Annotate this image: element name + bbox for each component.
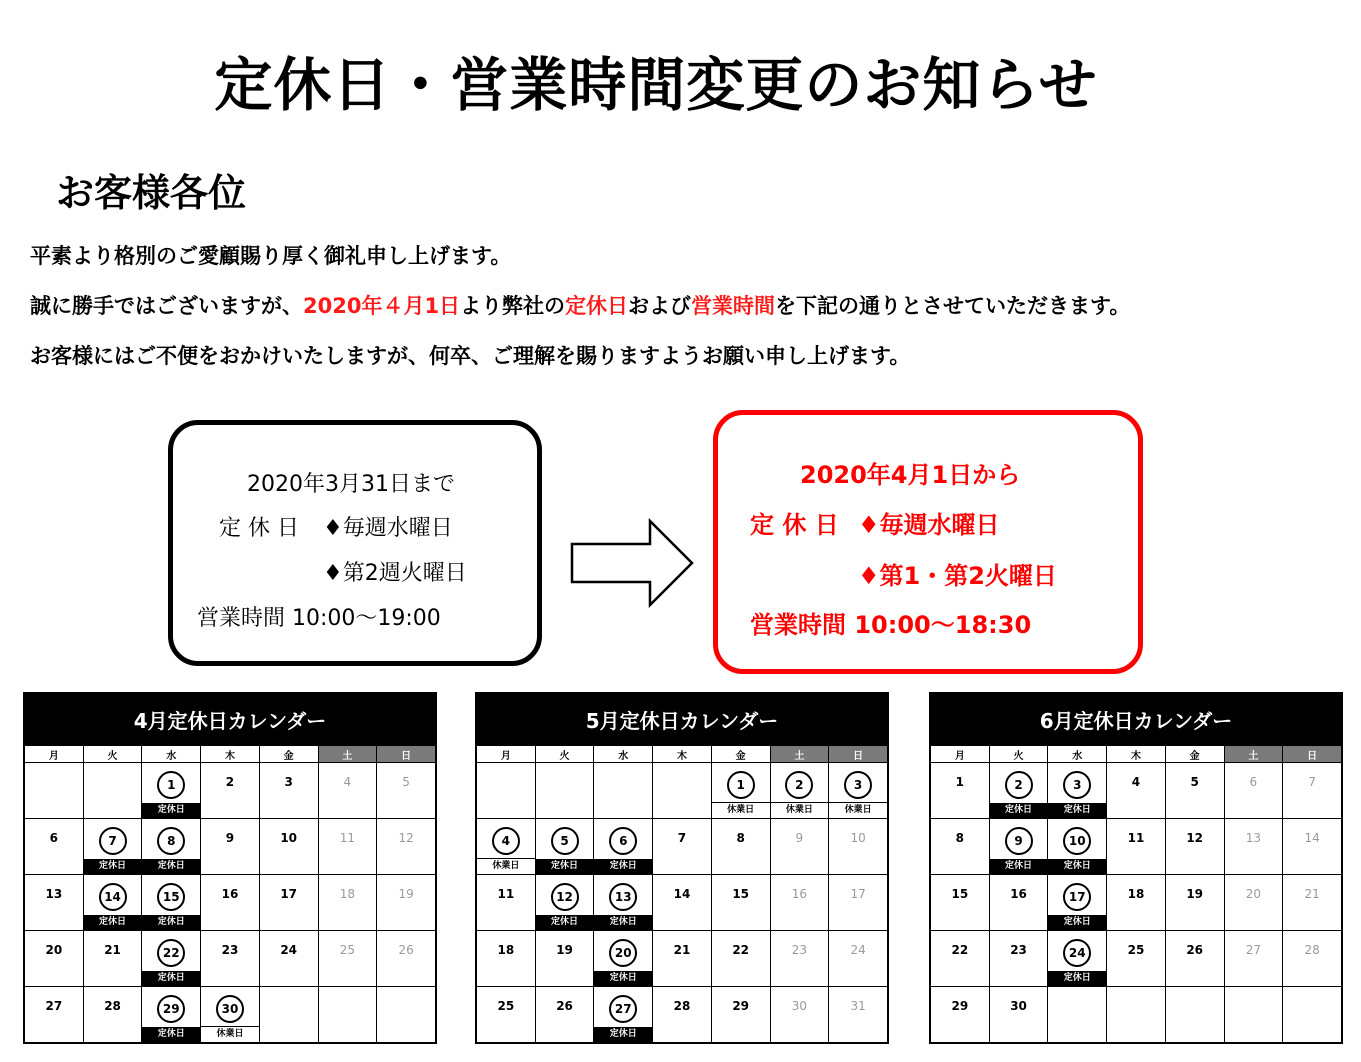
calendar-day [535, 931, 594, 987]
day-number: 24 [280, 943, 298, 957]
new-from: 2020年4月1日から [800, 461, 1021, 489]
calendar-day [1283, 931, 1342, 987]
old-holiday-label: 定 休 日 [219, 516, 299, 541]
calendar-day [829, 819, 888, 875]
calendar-week [931, 763, 1342, 819]
calendar-day [989, 763, 1048, 819]
calendar-day [594, 875, 653, 931]
body-text: 誠に勝手ではございますが、 [30, 294, 303, 318]
calendar-day [770, 819, 829, 875]
closed-day-tag: 休業日 [829, 802, 887, 818]
calendar-day [535, 987, 594, 1043]
calendar-day [931, 875, 990, 931]
regular-holiday-tag: 定休日 [142, 803, 200, 818]
calendar-day [931, 763, 990, 819]
weekday-header: 月 [477, 746, 536, 763]
circled-day-number: 8 [157, 827, 185, 855]
regular-holiday-tag: 定休日 [142, 1027, 200, 1042]
calendar-grid [476, 745, 888, 1043]
calendar-day [201, 819, 260, 875]
calendar-week [25, 931, 436, 987]
calendar-day [1224, 875, 1283, 931]
day-number: 17 [850, 887, 866, 901]
day-number: 25 [497, 999, 515, 1013]
calendar-day [477, 763, 536, 819]
calendar-day [83, 875, 142, 931]
calendar-day [377, 763, 436, 819]
calendar-day [259, 763, 318, 819]
calendar-day [259, 819, 318, 875]
calendar-day [931, 931, 990, 987]
old-until: 2020年3月31日まで [247, 472, 455, 497]
new-hours: 営業時間 10:00～18:30 [750, 611, 1032, 639]
calendar-day [142, 931, 201, 987]
calendar-day [477, 875, 536, 931]
page-title: 定休日・営業時間変更のお知らせ [214, 51, 1098, 119]
weekday-header: 金 [259, 746, 318, 763]
calendar-day [259, 987, 318, 1043]
calendar-day [829, 931, 888, 987]
new-holiday-label: 定 休 日 [750, 511, 839, 539]
calendar-day [1165, 931, 1224, 987]
calendar-day [1224, 819, 1283, 875]
day-number: 4 [1131, 775, 1141, 789]
calendar-day [1107, 931, 1166, 987]
day-number: 3 [284, 775, 293, 789]
day-number: 8 [955, 831, 965, 845]
regular-holiday-tag: 定休日 [84, 859, 142, 874]
day-number: 22 [732, 943, 750, 957]
regular-holiday-tag: 定休日 [594, 1027, 652, 1042]
calendar-day [318, 931, 377, 987]
weekday-header: 土 [318, 746, 377, 763]
calendar-day [535, 763, 594, 819]
regular-holiday-tag: 定休日 [594, 971, 652, 986]
calendar-day [653, 931, 712, 987]
calendar-day [142, 763, 201, 819]
calendar-day [653, 875, 712, 931]
calendar-week [477, 931, 888, 987]
calendar-day [25, 763, 84, 819]
calendar-day [1165, 763, 1224, 819]
holiday-word: 定休日 [565, 294, 629, 318]
day-number: 28 [673, 999, 691, 1013]
circled-day-number: 15 [157, 883, 185, 911]
calendar-day [711, 931, 770, 987]
weekday-header: 月 [25, 746, 84, 763]
calendar-day [594, 763, 653, 819]
day-number: 21 [1304, 887, 1320, 901]
calendar-day [1107, 763, 1166, 819]
calendar-day [989, 819, 1048, 875]
calendar-day [1048, 931, 1107, 987]
weekday-header: 火 [83, 746, 142, 763]
day-number: 6 [49, 831, 59, 845]
weekday-header: 土 [1224, 746, 1283, 763]
regular-holiday-tag: 定休日 [594, 859, 652, 874]
regular-holiday-tag: 定休日 [594, 915, 652, 930]
body-line-2 [30, 290, 1130, 320]
calendar-day [931, 819, 990, 875]
day-number: 14 [673, 887, 691, 901]
circled-day-number: 29 [157, 995, 185, 1023]
calendar-day [201, 931, 260, 987]
hours-word: 営業時間 [691, 294, 776, 318]
weekday-header: 月 [931, 746, 990, 763]
regular-holiday-tag: 定休日 [990, 859, 1048, 874]
calendar-day [711, 875, 770, 931]
day-number: 13 [45, 887, 63, 901]
calendar-day [1107, 875, 1166, 931]
circled-day-number: 4 [492, 827, 520, 855]
calendar-grid [930, 745, 1342, 1043]
calendar-week [25, 987, 436, 1043]
calendar-day [770, 931, 829, 987]
day-number: 28 [1304, 943, 1320, 957]
day-number: 10 [850, 831, 866, 845]
calendar-day [201, 987, 260, 1043]
calendar-day [1107, 987, 1166, 1043]
closed-day-tag: 休業日 [712, 802, 770, 818]
day-number: 5 [402, 775, 410, 789]
weekday-header: 日 [829, 746, 888, 763]
day-number: 29 [732, 999, 750, 1013]
day-number: 10 [280, 831, 298, 845]
circled-day-number: 10 [1063, 827, 1091, 855]
circled-day-number: 13 [609, 883, 637, 911]
calendar-grid [24, 745, 436, 1043]
day-number: 19 [556, 943, 573, 957]
day-number: 8 [736, 831, 745, 845]
calendar-day [770, 987, 829, 1043]
regular-holiday-tag: 定休日 [1048, 803, 1106, 818]
day-number: 26 [556, 999, 573, 1013]
weekday-header: 木 [201, 746, 260, 763]
regular-holiday-tag: 定休日 [1048, 971, 1106, 986]
calendar-day [1283, 763, 1342, 819]
calendar-title: 4月定休日カレンダー [24, 693, 436, 745]
calendar-day [83, 763, 142, 819]
day-number: 15 [951, 887, 969, 901]
day-number: 7 [1308, 775, 1316, 789]
calendar-day [142, 875, 201, 931]
calendar-day [318, 987, 377, 1043]
calendar-day [25, 819, 84, 875]
calendar-day [989, 875, 1048, 931]
calendar-week [25, 819, 436, 875]
calendar-day [83, 819, 142, 875]
day-number: 23 [791, 943, 807, 957]
change-date: 2020年４月1日 [303, 294, 461, 318]
calendar-day [1224, 763, 1283, 819]
day-number: 11 [339, 831, 355, 845]
day-number: 12 [1186, 831, 1204, 845]
calendar-day [829, 987, 888, 1043]
regular-holiday-tag: 定休日 [84, 915, 142, 930]
day-number: 27 [45, 999, 63, 1013]
greeting: お客様各位 [56, 171, 247, 215]
day-number: 28 [104, 999, 121, 1013]
day-number: 1 [955, 775, 965, 789]
circled-day-number: 9 [1005, 827, 1033, 855]
calendar-week [931, 819, 1342, 875]
closed-day-tag: 休業日 [477, 858, 535, 874]
day-number: 4 [343, 775, 352, 789]
calendar-day [1048, 763, 1107, 819]
day-number: 25 [1127, 943, 1145, 957]
calendar-week [477, 987, 888, 1043]
calendar-day [377, 875, 436, 931]
regular-holiday-tag: 定休日 [536, 859, 594, 874]
day-number: 19 [398, 887, 414, 901]
calendar-day [1048, 987, 1107, 1043]
calendar-day [1048, 875, 1107, 931]
calendar-day [25, 987, 84, 1043]
calendar-week [477, 875, 888, 931]
calendar-day [989, 987, 1048, 1043]
calendar-day [711, 819, 770, 875]
day-number: 7 [677, 831, 687, 845]
day-number: 16 [1010, 887, 1027, 901]
day-number: 24 [850, 943, 866, 957]
calendar-day [711, 987, 770, 1043]
calendar-day [1165, 875, 1224, 931]
old-hours: 営業時間 10:00～19:00 [197, 606, 441, 631]
new-holiday-2: ♦第1・第2火曜日 [858, 562, 1057, 590]
day-number: 23 [1010, 943, 1027, 957]
circled-day-number: 2 [1005, 771, 1033, 799]
body-line-1: 平素より格別のご愛顧賜り厚く御礼申し上げます。 [30, 244, 512, 268]
calendar-april [23, 692, 437, 1044]
circled-day-number: 7 [99, 827, 127, 855]
weekday-header: 土 [770, 746, 829, 763]
calendar-week [931, 875, 1342, 931]
calendar-day [1048, 819, 1107, 875]
regular-holiday-tag: 定休日 [142, 859, 200, 874]
day-number: 14 [1304, 831, 1320, 845]
circled-day-number: 1 [727, 771, 755, 799]
body-text: を下記の通りとさせていただきます。 [775, 294, 1131, 318]
day-number: 18 [339, 887, 355, 901]
day-number: 26 [398, 943, 414, 957]
circled-day-number: 20 [609, 939, 637, 967]
calendar-day [477, 931, 536, 987]
calendar-day [653, 819, 712, 875]
circled-day-number: 1 [157, 771, 185, 799]
regular-holiday-tag: 定休日 [1048, 915, 1106, 930]
closed-day-tag: 休業日 [201, 1026, 259, 1042]
calendar-day [318, 875, 377, 931]
calendar-day [25, 875, 84, 931]
day-number: 21 [673, 943, 691, 957]
calendar-day [770, 875, 829, 931]
calendar-day [989, 931, 1048, 987]
calendar-day [201, 875, 260, 931]
regular-holiday-tag: 定休日 [536, 915, 594, 930]
day-number: 30 [791, 999, 807, 1013]
day-number: 18 [1127, 887, 1145, 901]
calendar-may [475, 692, 889, 1044]
day-number: 30 [1010, 999, 1027, 1013]
day-number: 16 [791, 887, 807, 901]
body-line-3: お客様にはご不便をおかけいたしますが、何卒、ご理解を賜りますようお願い申し上げます。 [30, 344, 911, 368]
circled-day-number: 17 [1063, 883, 1091, 911]
calendar-title: 5月定休日カレンダー [476, 693, 888, 745]
circled-day-number: 22 [157, 939, 185, 967]
circled-day-number: 3 [1063, 771, 1091, 799]
day-number: 21 [104, 943, 121, 957]
calendar-title: 6月定休日カレンダー [930, 693, 1342, 745]
weekday-header: 金 [1165, 746, 1224, 763]
calendar-day [931, 987, 990, 1043]
calendar-day [829, 875, 888, 931]
day-number: 15 [732, 887, 750, 901]
calendar-week [477, 763, 888, 819]
calendar-day [259, 931, 318, 987]
day-number: 11 [1127, 831, 1145, 845]
circled-day-number: 27 [609, 995, 637, 1023]
calendar-day [711, 763, 770, 819]
weekday-header: 水 [1048, 746, 1107, 763]
regular-holiday-tag: 定休日 [1048, 859, 1106, 874]
calendar-day [1224, 987, 1283, 1043]
day-number: 12 [398, 831, 414, 845]
closed-day-tag: 休業日 [771, 802, 829, 818]
weekday-header: 木 [1107, 746, 1166, 763]
calendar-day [318, 763, 377, 819]
calendar-day [83, 987, 142, 1043]
day-number: 18 [497, 943, 515, 957]
calendar-day [535, 819, 594, 875]
circled-day-number: 6 [609, 827, 637, 855]
weekday-header: 火 [535, 746, 594, 763]
calendar-week [931, 931, 1342, 987]
circled-day-number: 5 [551, 827, 579, 855]
day-number: 26 [1186, 943, 1204, 957]
calendar-day [377, 987, 436, 1043]
regular-holiday-tag: 定休日 [142, 915, 200, 930]
calendar-day [653, 763, 712, 819]
regular-holiday-tag: 定休日 [142, 971, 200, 986]
calendar-day [259, 875, 318, 931]
day-number: 19 [1186, 887, 1204, 901]
circled-day-number: 2 [785, 771, 813, 799]
calendar-week [931, 987, 1342, 1043]
circled-day-number: 24 [1063, 939, 1091, 967]
day-number: 9 [225, 831, 235, 845]
day-number: 11 [497, 887, 515, 901]
calendar-day [594, 819, 653, 875]
body-text: および [628, 294, 692, 318]
day-number: 5 [1190, 775, 1199, 789]
weekday-header: 日 [377, 746, 436, 763]
calendar-day [201, 763, 260, 819]
calendar-day [1107, 819, 1166, 875]
day-number: 2 [225, 775, 235, 789]
weekday-header: 水 [594, 746, 653, 763]
new-holiday-1: ♦毎週水曜日 [858, 511, 1000, 539]
old-schedule-box [168, 420, 542, 666]
calendar-day [83, 931, 142, 987]
day-number: 20 [1245, 887, 1261, 901]
day-number: 22 [951, 943, 969, 957]
calendar-day [377, 819, 436, 875]
weekday-header: 日 [1283, 746, 1342, 763]
calendar-day [829, 763, 888, 819]
weekday-header: 水 [142, 746, 201, 763]
old-holiday-2: ♦第2週火曜日 [323, 561, 467, 586]
body-text: より弊社の [460, 294, 566, 318]
day-number: 17 [280, 887, 298, 901]
calendar-day [594, 987, 653, 1043]
calendar-day [594, 931, 653, 987]
circled-day-number: 14 [99, 883, 127, 911]
day-number: 13 [1245, 831, 1261, 845]
calendar-day [142, 819, 201, 875]
day-number: 20 [45, 943, 63, 957]
calendar-day [377, 931, 436, 987]
circled-day-number: 30 [216, 995, 244, 1023]
day-number: 25 [339, 943, 355, 957]
right-arrow-icon [570, 518, 696, 608]
calendar-week [25, 875, 436, 931]
weekday-header: 金 [711, 746, 770, 763]
calendar-week [477, 819, 888, 875]
day-number: 31 [850, 999, 866, 1013]
calendar-day [477, 987, 536, 1043]
day-number: 6 [1249, 775, 1258, 789]
weekday-header: 火 [989, 746, 1048, 763]
calendar-week [25, 763, 436, 819]
day-number: 29 [951, 999, 969, 1013]
calendar-day [1224, 931, 1283, 987]
day-number: 23 [221, 943, 239, 957]
calendar-day [770, 763, 829, 819]
regular-holiday-tag: 定休日 [990, 803, 1048, 818]
day-number: 9 [795, 831, 804, 845]
weekday-header: 木 [653, 746, 712, 763]
calendar-day [477, 819, 536, 875]
old-holiday-1: ♦毎週水曜日 [323, 516, 453, 541]
day-number: 27 [1245, 943, 1261, 957]
calendar-day [1283, 819, 1342, 875]
circled-day-number: 12 [551, 883, 579, 911]
circled-day-number: 3 [844, 771, 872, 799]
calendar-day [142, 987, 201, 1043]
calendar-day [318, 819, 377, 875]
calendar-day [1283, 875, 1342, 931]
calendar-day [25, 931, 84, 987]
calendar-day [653, 987, 712, 1043]
calendar-day [1283, 987, 1342, 1043]
calendar-day [535, 875, 594, 931]
calendar-day [1165, 819, 1224, 875]
day-number: 16 [221, 887, 239, 901]
calendar-june [929, 692, 1343, 1044]
calendar-day [1165, 987, 1224, 1043]
new-schedule-box [713, 410, 1143, 674]
